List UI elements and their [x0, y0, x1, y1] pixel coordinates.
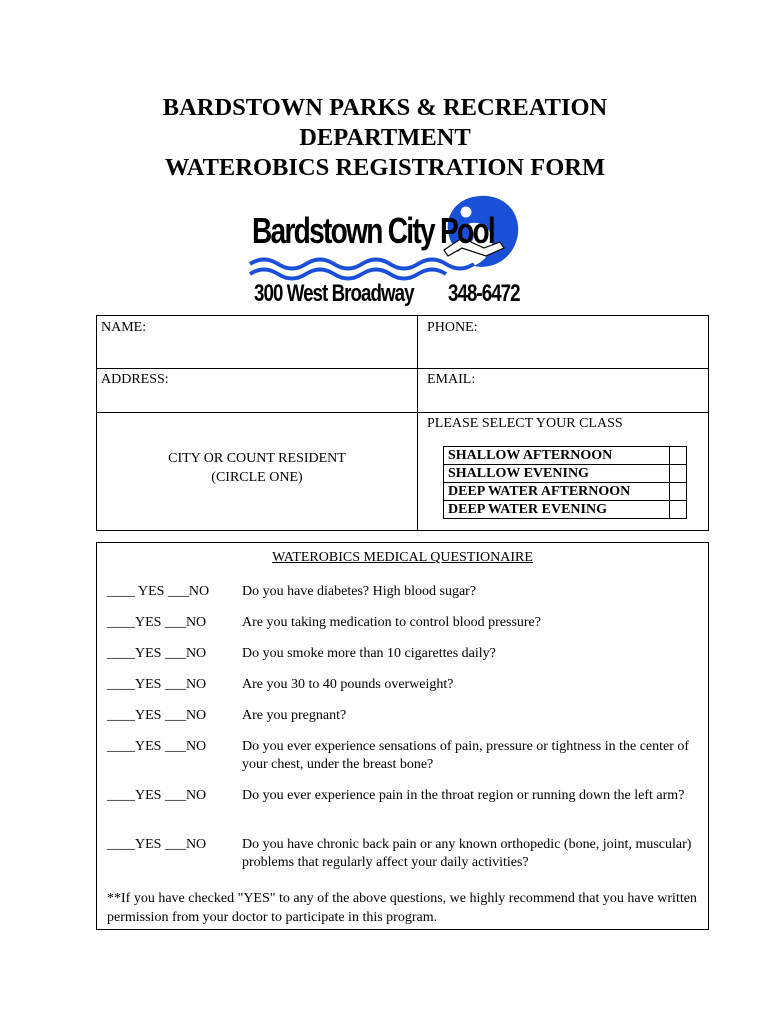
class-option-label: DEEP WATER EVENING — [444, 501, 670, 519]
yes-no-blank[interactable]: ____YES ___NO — [107, 646, 207, 661]
phone-field[interactable]: PHONE: — [427, 320, 478, 335]
yes-no-blank[interactable]: ____YES ___NO — [107, 739, 207, 754]
wave-lines — [250, 260, 474, 279]
question-text: Do you ever experience pain in the throat region or running down the left arm? — [242, 788, 685, 803]
title-line-1: BARDSTOWN PARKS & RECREATION — [162, 94, 608, 121]
class-option-row — [444, 447, 687, 465]
class-option-row — [444, 465, 687, 483]
question-text: Do you have diabetes? High blood sugar? — [242, 584, 477, 599]
title-line-2: DEPARTMENT — [299, 124, 471, 151]
medical-questionnaire — [96, 542, 709, 930]
circle-one-hint: (CIRCLE ONE) — [211, 470, 303, 485]
address-field[interactable]: ADDRESS: — [101, 372, 169, 387]
class-checkbox[interactable] — [670, 483, 687, 501]
name-field[interactable]: NAME: — [101, 320, 147, 335]
class-checkbox[interactable] — [670, 501, 687, 519]
yes-no-blank[interactable]: ____ YES ___NO — [107, 584, 210, 599]
yes-no-blank[interactable]: ____YES ___NO — [107, 837, 207, 852]
form-title — [60, 93, 710, 183]
row-divider — [97, 412, 708, 413]
class-prompt: PLEASE SELECT YOUR CLASS — [427, 416, 623, 431]
question-text: Do you have chronic back pain or any known orthopedic (bone, joint, muscular) problems that regularly affect your daily activities? — [242, 837, 692, 870]
column-divider — [417, 316, 418, 530]
class-option-label: DEEP WATER AFTERNOON — [444, 483, 670, 501]
pool-address: 300 West Broadway — [254, 280, 414, 307]
class-checkbox[interactable] — [670, 447, 687, 465]
title-line-3: WATEROBICS REGISTRATION FORM — [164, 154, 606, 181]
question-text: Are you taking medication to control blood pressure? — [242, 615, 541, 630]
yes-no-blank[interactable]: ____YES ___NO — [107, 788, 207, 803]
class-option-row — [444, 501, 687, 519]
class-checkbox[interactable] — [670, 465, 687, 483]
doctor-permission-note: **If you have checked "YES" to any of the above questions, we highly recommend that you have written permission from your doctor to participate in this program. — [107, 891, 697, 925]
class-option-label: SHALLOW EVENING — [444, 465, 670, 483]
resident-label: CITY OR COUNT RESIDENT — [168, 451, 346, 466]
question-text: Do you smoke more than 10 cigarettes daily? — [242, 646, 496, 661]
questionnaire-title: WATEROBICS MEDICAL QUESTIONAIRE — [272, 550, 533, 565]
class-option-row — [444, 483, 687, 501]
question-text: Are you 30 to 40 pounds overweight? — [242, 677, 454, 692]
resident-selection[interactable] — [97, 449, 417, 487]
pool-name: Bardstown City Pool — [252, 210, 494, 251]
registration-info-table — [96, 315, 709, 531]
class-options-table — [443, 446, 687, 519]
class-option-label: SHALLOW AFTERNOON — [444, 447, 670, 465]
yes-no-blank[interactable]: ____YES ___NO — [107, 677, 207, 692]
email-field[interactable]: EMAIL: — [427, 372, 476, 387]
yes-no-blank[interactable]: ____YES ___NO — [107, 615, 207, 630]
question-text: Do you ever experience sensations of pain, pressure or tightness in the center of your chest, under the breast bone? — [242, 739, 690, 772]
question-text: Are you pregnant? — [242, 708, 347, 723]
pool-phone: 348-6472 — [448, 280, 520, 307]
yes-no-blank[interactable]: ____YES ___NO — [107, 708, 207, 723]
pool-logo — [248, 190, 528, 314]
row-divider — [97, 368, 708, 369]
